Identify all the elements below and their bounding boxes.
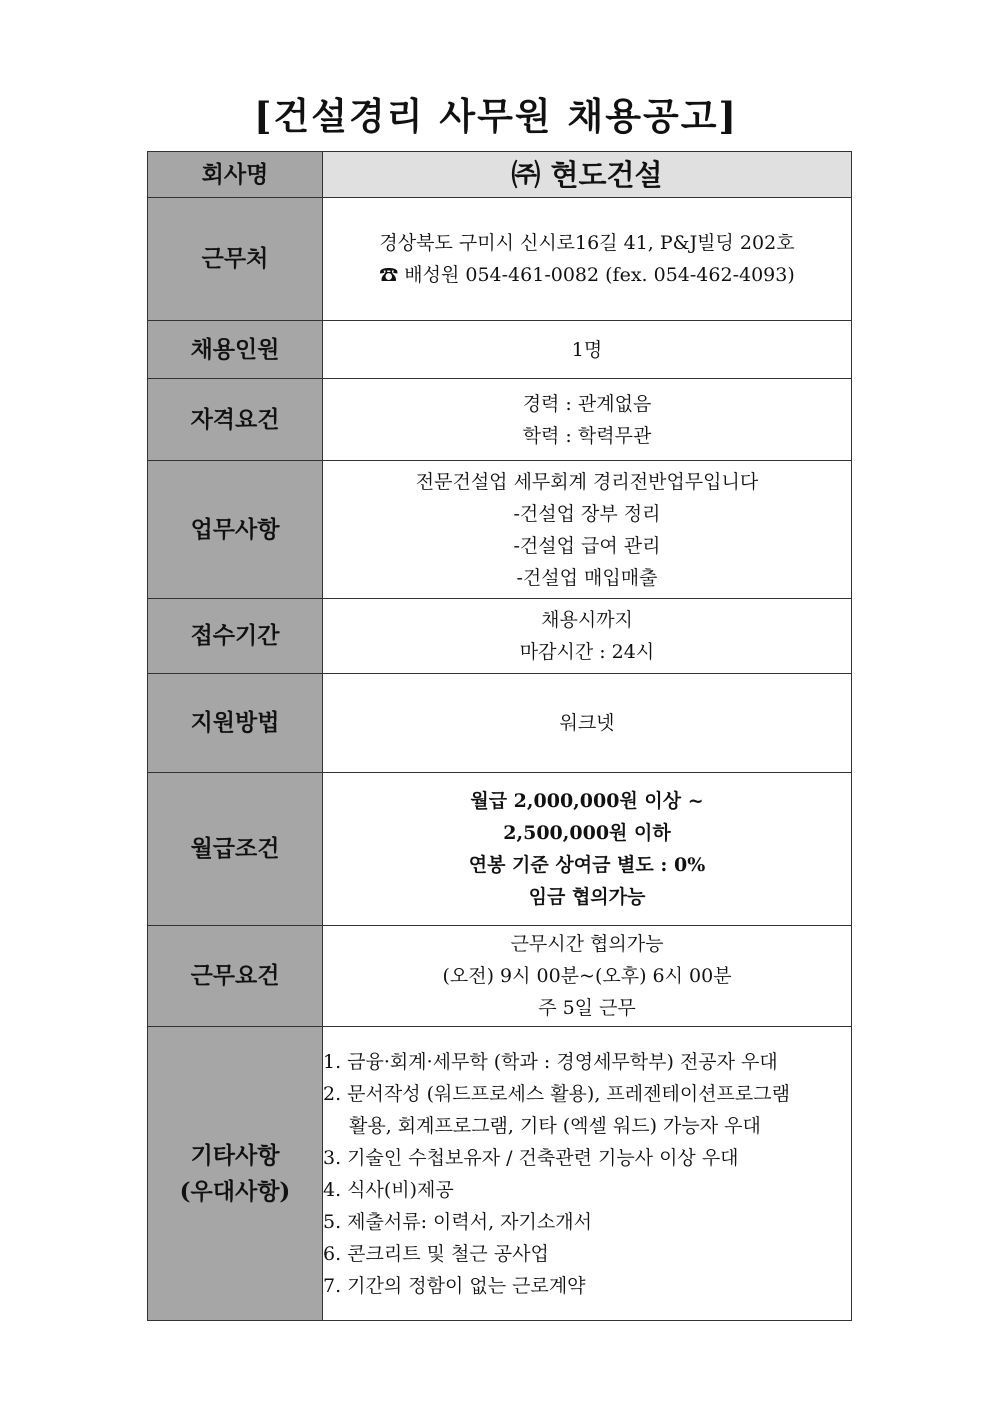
salary-line: 2,500,000원 이하	[503, 822, 671, 844]
etc-item: 7. 기간의 정함이 없는 근로계약	[323, 1274, 586, 1297]
duties-line: -건설업 장부 정리	[513, 502, 661, 525]
row-hours	[148, 926, 852, 1027]
salary-line: 임금 협의가능	[528, 886, 646, 908]
row-period	[148, 599, 852, 674]
hours-line: (오전) 9시 00분~(오후) 6시 00분	[442, 965, 732, 987]
label-salary: 월급조건	[148, 773, 323, 926]
duties-value	[323, 461, 852, 599]
hours-line: 주 5일 근무	[538, 997, 636, 1019]
label-duties: 업무사항	[148, 461, 323, 599]
etc-item: 3. 기술인 수첩보유자 / 건축관련 기능사 이상 우대	[323, 1146, 739, 1169]
row-qualification	[148, 379, 852, 461]
row-company	[148, 152, 852, 198]
row-etc	[148, 1027, 852, 1321]
label-period: 접수기간	[148, 599, 323, 674]
duties-line: 전문건설업 세무회계 경리전반업무입니다	[415, 470, 759, 493]
label-etc-line1: 기타사항	[190, 1141, 280, 1169]
label-qualification: 자격요건	[148, 379, 323, 461]
etc-value	[323, 1027, 852, 1321]
qualification-line: 학력 : 학력무관	[522, 424, 652, 447]
qualification-line: 경력 : 관계없음	[522, 392, 652, 415]
duties-line: -건설업 급여 관리	[513, 534, 661, 557]
etc-item: 1. 금융·회계·세무학 (학과 : 경영세무학부) 전공자 우대	[323, 1050, 778, 1073]
company-name: ㈜ 현도건설	[323, 152, 852, 198]
etc-item-continued: 활용, 회계프로그램, 기타 (엑셀 워드) 가능자 우대	[349, 1114, 761, 1137]
label-headcount: 채용인원	[148, 321, 323, 379]
hours-line: 근무시간 협의가능	[510, 933, 664, 955]
salary-line: 월급 2,000,000원 이상 ~	[470, 790, 704, 812]
label-etc	[148, 1027, 323, 1321]
page-title: [건설경리 사무원 채용공고]	[254, 94, 738, 138]
row-duties	[148, 461, 852, 599]
salary-value	[323, 773, 852, 926]
headcount-value: 1명	[323, 321, 852, 379]
row-salary	[148, 773, 852, 926]
row-headcount	[148, 321, 852, 379]
etc-item: 2. 문서작성 (워드프로세스 활용), 프레젠테이션프로그램	[323, 1082, 790, 1105]
job-posting-table	[147, 151, 852, 1321]
etc-item: 5. 제출서류: 이력서, 자기소개서	[323, 1210, 592, 1233]
label-etc-line2: (우대사항)	[179, 1177, 291, 1205]
method-value: 워크넷	[323, 674, 852, 773]
period-value	[323, 599, 852, 674]
hours-value	[323, 926, 852, 1027]
qualification-value	[323, 379, 852, 461]
etc-item: 6. 콘크리트 및 철근 공사업	[323, 1242, 549, 1265]
salary-line: 연봉 기준 상여금 별도 : 0%	[468, 854, 706, 876]
row-workplace	[148, 198, 852, 321]
duties-line: -건설업 매입매출	[516, 566, 658, 589]
label-workplace: 근무처	[148, 198, 323, 321]
label-method: 지원방법	[148, 674, 323, 773]
period-line: 마감시간 : 24시	[519, 641, 655, 663]
etc-item: 4. 식사(비)제공	[323, 1178, 454, 1201]
period-line: 채용시까지	[541, 609, 633, 631]
workplace-contact: ☎ 배성원 054-461-0082 (fex. 054-462-4093)	[379, 264, 795, 286]
label-hours: 근무요건	[148, 926, 323, 1027]
label-company: 회사명	[148, 152, 323, 198]
row-method	[148, 674, 852, 773]
workplace-value	[323, 198, 852, 321]
workplace-address: 경상북도 구미시 신시로16길 41, P&J빌딩 202호	[379, 232, 795, 254]
